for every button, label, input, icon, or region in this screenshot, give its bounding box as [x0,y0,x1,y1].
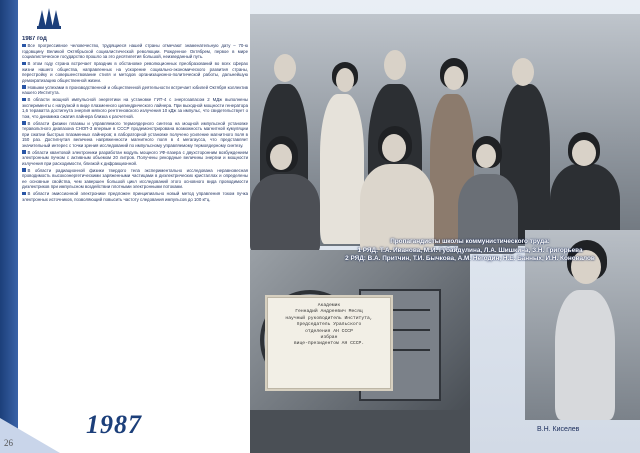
person-head [476,144,496,168]
bullet-icon [22,44,26,48]
photo-credit: В.Н. Киселев [537,426,580,433]
person-silhouette [320,94,364,244]
person-head [444,66,464,90]
person-silhouette [555,290,615,420]
award-plaque [265,295,393,391]
person-head [270,144,292,170]
institute-logo-icon [36,6,62,30]
bullet-icon [22,150,26,154]
bullet-icon [22,62,26,66]
person-head [336,68,354,92]
plaque-text: Академик Геннадий Андреевич Месяц научный руководитель Института, председатель Уральского отделения АН СССР избран вице-президентом АН СССР. [285,303,373,347]
paragraph: В области эмиссионной электроники предложен принципиально новый метод управления током пучка электронных источников, позволяющий повысить частоту следования импульсов до 100 кГц. [22,191,248,202]
side-strip [0,0,18,453]
person-head [274,54,296,82]
group-photo [250,14,640,246]
paragraph: В этом году страна встречает праздник в обстановке революционных преобразований во всех сферах жизни нашего общества, направленных на ускорение социально-экономического развития страны, перестройку и совершенствование стиля и методов организационно-политической работы, дальнейшую демократизацию общественной жизни. [22,61,248,83]
paragraph: Все прогрессивное человечество, трудящиеся нашей страны отмечают знаменательную дату – 70-ю годовщину Великой Октябрьской социалистической революции. Рожденное Октябрем, первое в мире социалистическое государство прошло за это десятилетия большой, неизведанный путь. [22,43,248,59]
paragraph: Новыми успехами в производственной и общественной деятельности встречает юбилей Октября коллектив нашего Института. [22,84,248,95]
photo-caption: Пропагандисты школы коммунистического труда: 1 РЯД: Т.А. Иванова, М.И. Губайдулина, Л.А. Шишкина, З.Н. Григорьева 2 РЯД: В.А. Притчин, Т.И. Бычкова, А.М. Негодин, Н.Е. Банных, И.Н. Коновалов [345,238,595,262]
person-head [382,134,406,162]
bullet-icon [22,121,26,125]
bullet-icon [22,168,26,172]
person-head [512,58,534,86]
person-head [572,140,596,166]
big-year: 1987 [86,410,142,439]
paragraph: В области радиационной физики твердого тела экспериментально исследована неравновесная проводимость высокоэнергетическими заряженными частицами в диэлектрических кристаллах и определены ее основные свойства, чем завершен большой цикл исследований этого основного вида проводимости диэлектриков при импульсном воздействии плотными электронными потоками. [22,167,248,189]
bullet-icon [22,192,26,196]
person-head [384,50,406,80]
paragraph: В области мощной импульсной энергетики на установке ГИТ-4 с энергозапасом 2 МДж выполнены эксперименты с нагрузкой в виде плазменного цилиндрического лайнера. При выходной мощности генератора 1,6 тераватта достигнута энергия мягкого рентгеновского излучения 10 кДж за импульс, что свидетельствует о том, что динамика сжатия лайнера близка к расчетной. [22,97,248,119]
paragraph: В области квантовой электроники разработан модуль мощного УФ-лазера с двухсторонним возбуждением электронным пучком с активным объемом 20 литров. Получены рекордные величины энергии и мощности излучения при расходимости, близкой к дифракционной. [22,149,248,166]
year-heading: 1987 год [22,36,47,42]
bullet-icon [22,85,26,89]
paragraph: В области физики плазмы и управляемого термоядерного синтеза на мощной импульсной установке теравольтного диапазона СНОП-3 впервые в СССР продемонстрирована возможность магнитной кумуляции при сжатии быстрых плазменных лайнеров; в лабораторной установке получено усиление магнитного поля в 150 раз. Достигнутая величина напряженности магнитного поля в 4 мегагаусса, что представляет значительный интерес с точки зрения исследований по импульсному управляемому термоядерному синтезу. [22,120,248,148]
bullet-icon [22,98,26,102]
page-number: 26 [4,438,13,448]
text-column [22,36,248,396]
